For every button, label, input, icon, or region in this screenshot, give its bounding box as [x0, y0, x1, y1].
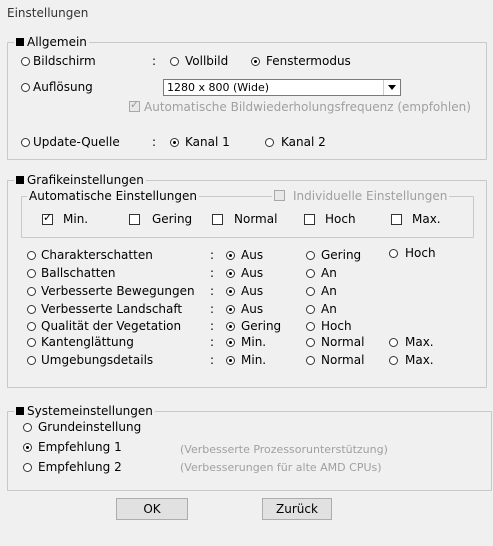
- square-bullet-icon: [16, 176, 24, 184]
- vegetation-low-radio[interactable]: [226, 322, 235, 331]
- recommendation1-note: (Verbesserte Prozessorunterstützung): [180, 443, 388, 456]
- environment-max-radio[interactable]: [389, 356, 398, 365]
- setting-colon: :: [210, 319, 215, 333]
- graphics-group-title: [14, 173, 146, 187]
- environment-normal-radio[interactable]: [306, 356, 315, 365]
- resolution-radio[interactable]: [21, 83, 30, 92]
- ball-shadow-off-label[interactable]: Aus: [241, 266, 264, 280]
- ball-shadow-on-label[interactable]: An: [321, 266, 337, 280]
- improved-motion-radio[interactable]: [27, 287, 36, 296]
- preset-normal-checkbox[interactable]: [212, 214, 223, 225]
- preset-max-checkbox[interactable]: [391, 214, 402, 225]
- checkmark-icon: ✓: [130, 98, 140, 111]
- ball-shadow-label: Ballschatten: [41, 266, 116, 280]
- character-shadow-low-label[interactable]: Gering: [321, 248, 362, 262]
- character-shadow-high-label[interactable]: Hoch: [405, 246, 436, 260]
- square-bullet-icon: [16, 407, 24, 415]
- vegetation-high-radio[interactable]: [306, 322, 315, 331]
- channel1-label[interactable]: Kanal 1: [185, 135, 230, 149]
- checkmark-icon: ✓: [43, 211, 53, 224]
- character-shadow-off-radio[interactable]: [226, 251, 235, 260]
- environment-max-label[interactable]: Max.: [405, 353, 434, 367]
- setting-colon: :: [210, 248, 215, 262]
- update-colon: :: [152, 135, 157, 149]
- channel2-radio[interactable]: [265, 138, 274, 147]
- general-group-title: [14, 35, 89, 49]
- character-shadow-radio[interactable]: [27, 251, 36, 260]
- setting-colon: :: [210, 335, 215, 349]
- recommendation1-radio[interactable]: [23, 443, 32, 452]
- recommendation1-label[interactable]: Empfehlung 1: [38, 440, 122, 454]
- anti-aliasing-min-radio[interactable]: [226, 338, 235, 347]
- chevron-down-icon[interactable]: [383, 80, 400, 95]
- windowed-label[interactable]: Fenstermodus: [266, 54, 351, 68]
- screen-label: Bildschirm: [33, 54, 96, 68]
- recommendation2-radio[interactable]: [23, 463, 32, 472]
- environment-details-radio[interactable]: [27, 356, 36, 365]
- screen-radio[interactable]: [21, 57, 30, 66]
- environment-details-label: Umgebungsdetails: [41, 353, 154, 367]
- basic-setting-label[interactable]: Grundeinstellung: [38, 420, 142, 434]
- vegetation-quality-radio[interactable]: [27, 322, 36, 331]
- resolution-value: 1280 x 800 (Wide): [167, 81, 270, 94]
- ball-shadow-on-radio[interactable]: [306, 269, 315, 278]
- setting-colon: :: [210, 353, 215, 367]
- improved-motion-off-radio[interactable]: [226, 287, 235, 296]
- window-title: Einstellungen: [7, 6, 89, 20]
- ball-shadow-off-radio[interactable]: [226, 269, 235, 278]
- fullscreen-radio[interactable]: [170, 57, 179, 66]
- screen-colon: :: [152, 54, 157, 68]
- preset-low-checkbox[interactable]: [129, 214, 140, 225]
- system-group-title: [14, 404, 155, 418]
- update-radio[interactable]: [21, 138, 30, 147]
- recommendation2-label[interactable]: Empfehlung 2: [38, 460, 122, 474]
- anti-aliasing-max-radio[interactable]: [389, 338, 398, 347]
- anti-aliasing-min-label[interactable]: Min.: [241, 335, 267, 349]
- improved-landscape-off-radio[interactable]: [226, 305, 235, 314]
- windowed-radio[interactable]: [251, 57, 260, 66]
- preset-low-label: Gering: [152, 212, 193, 226]
- environment-normal-label[interactable]: Normal: [321, 353, 365, 367]
- setting-colon: :: [210, 302, 215, 316]
- improved-landscape-on-label[interactable]: An: [321, 302, 337, 316]
- vegetation-low-label[interactable]: Gering: [241, 319, 282, 333]
- preset-min-checkbox[interactable]: [42, 211, 53, 225]
- anti-aliasing-max-label[interactable]: Max.: [405, 335, 434, 349]
- auto-refresh-label: Automatische Bildwiederholungsfrequenz (empfohlen): [144, 100, 471, 114]
- ball-shadow-radio[interactable]: [27, 269, 36, 278]
- resolution-select[interactable]: [163, 79, 401, 96]
- vegetation-high-label[interactable]: Hoch: [321, 319, 352, 333]
- preset-high-label: Hoch: [325, 212, 356, 226]
- back-button[interactable]: Zurück: [262, 498, 332, 520]
- square-bullet-icon: [16, 38, 24, 46]
- vegetation-quality-label: Qualität der Vegetation: [41, 319, 182, 333]
- anti-aliasing-normal-radio[interactable]: [306, 338, 315, 347]
- setting-colon: :: [210, 284, 215, 298]
- improved-motion-label: Verbesserte Bewegungen: [41, 284, 195, 298]
- improved-landscape-radio[interactable]: [27, 305, 36, 314]
- preset-high-checkbox[interactable]: [304, 214, 315, 225]
- resolution-label: Auflösung: [33, 80, 93, 94]
- system-title: Systemeinstellungen: [27, 404, 153, 418]
- anti-aliasing-normal-label[interactable]: Normal: [321, 335, 365, 349]
- ok-button[interactable]: OK: [116, 498, 188, 520]
- general-title: Allgemein: [27, 35, 87, 49]
- improved-landscape-off-label[interactable]: Aus: [241, 302, 264, 316]
- update-label: Update-Quelle: [33, 135, 120, 149]
- environment-min-radio[interactable]: [226, 356, 235, 365]
- improved-motion-on-radio[interactable]: [306, 287, 315, 296]
- anti-aliasing-radio[interactable]: [27, 338, 36, 347]
- improved-landscape-label: Verbesserte Landschaft: [41, 302, 183, 316]
- improved-landscape-on-radio[interactable]: [306, 305, 315, 314]
- recommendation2-note: (Verbesserungen für alte AMD CPUs): [180, 461, 382, 474]
- character-shadow-off-label[interactable]: Aus: [241, 248, 264, 262]
- auto-refresh-checkbox[interactable]: [129, 98, 140, 112]
- anti-aliasing-label: Kantenglättung: [41, 335, 134, 349]
- improved-motion-off-label[interactable]: Aus: [241, 284, 264, 298]
- character-shadow-label: Charakterschatten: [41, 248, 153, 262]
- auto-settings-title: Automatische Einstellungen: [29, 189, 197, 203]
- environment-min-label[interactable]: Min.: [241, 353, 267, 367]
- setting-colon: :: [210, 266, 215, 280]
- channel2-label[interactable]: Kanal 2: [281, 135, 326, 149]
- character-shadow-high-radio[interactable]: [389, 249, 398, 258]
- individual-label: Individuelle Einstellungen: [293, 189, 448, 203]
- preset-min-label: Min.: [63, 212, 89, 226]
- improved-motion-on-label[interactable]: An: [321, 284, 337, 298]
- individual-checkbox[interactable]: [274, 190, 285, 201]
- preset-max-label: Max.: [412, 212, 441, 226]
- basic-setting-radio[interactable]: [23, 423, 32, 432]
- individual-settings: [272, 189, 449, 203]
- character-shadow-low-radio[interactable]: [306, 251, 315, 260]
- graphics-title: Grafikeinstellungen: [27, 173, 144, 187]
- preset-normal-label: Normal: [234, 212, 278, 226]
- fullscreen-label[interactable]: Vollbild: [185, 54, 229, 68]
- channel1-radio[interactable]: [170, 138, 179, 147]
